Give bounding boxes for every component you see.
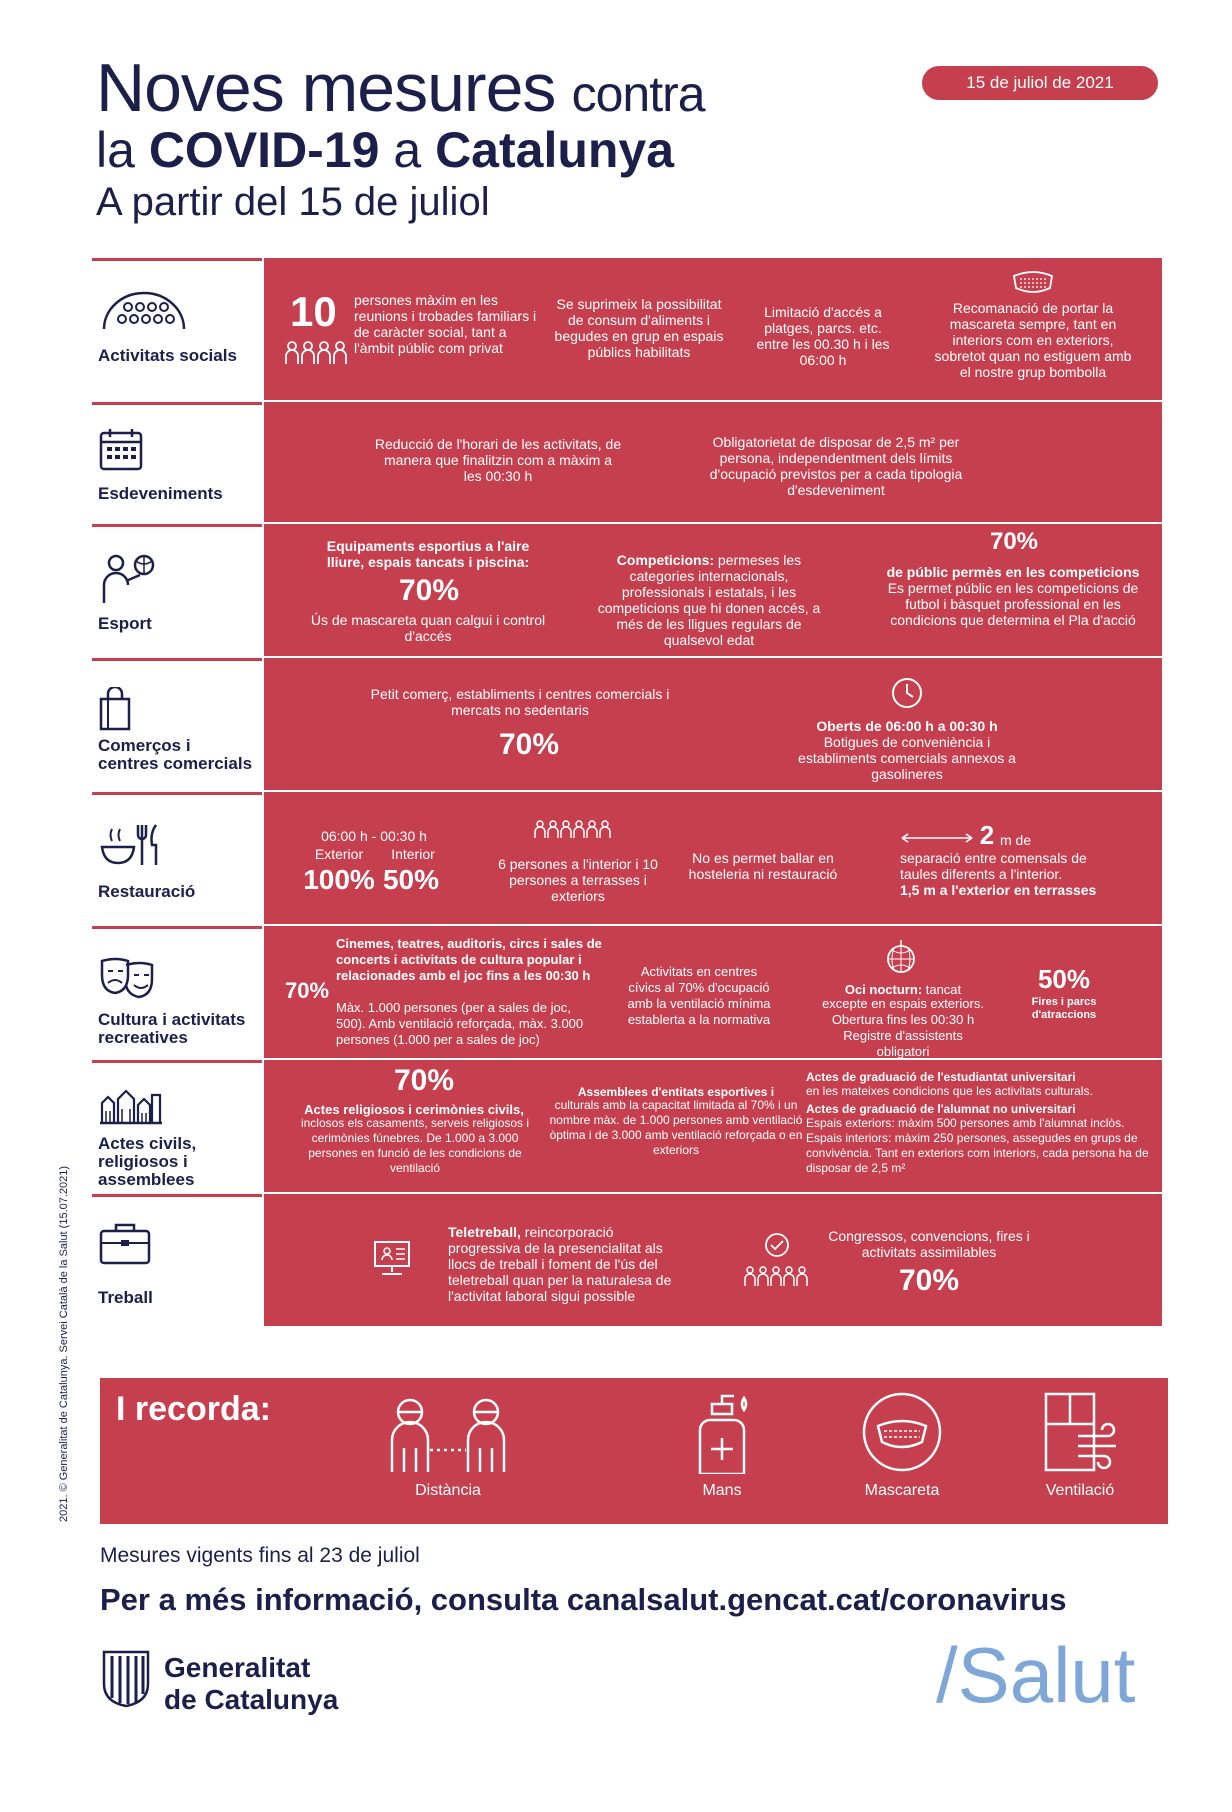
face-mask-icon	[860, 1390, 944, 1474]
panel-commerce: Petit comerç, establiments i centres comercials i mercats no sedentaris 70% Oberts de 06:00 h a 00:30 h Botigues de conveniència i establiments comercials annexos a gasolineres	[264, 658, 1162, 790]
remember-heading: I recorda:	[116, 1390, 271, 1428]
copyright-text: 2021. © Generalitat de Catalunya. Servei Català de la Salut (15.07.2021)	[58, 1165, 70, 1522]
panel-events: Reducció de l'horari de les activitats, de manera que finalitzin com a màxim a les 00:30 h Obligatorietat de disposar de 2,5 m² per persona, independentment dels límits d'ocupació previstos per a cada tipologia d'esdeveniment	[264, 402, 1162, 522]
panel-civil: 70% Actes religiosos i cerimònies civils, inclosos els casaments, serveis religiosos i cerimònies fúnebres. De 1.000 a 3.000 persones en funció de les condicions de ventilació Assemblees d'entitats esportives i culturals amb la capacitat limitada al 70% i un nombre màx. de 1.000 persones amb ventilació òptima i de 3.000 amb ventilació reforçada o en exteriors Actes de graduació de l'estudiantat universitari en les mateixes condicions que les activitats culturals. Actes de graduació de l'alumnat no universitari Espais exteriors: màxim 500 persones amb l'alumnat inclòs. Espais interiors: màxim 250 persones, assegudes en grups de convivència. Tant en exteriors com interiors, cada persona ha de disposar de 2,5 m²	[264, 1060, 1162, 1192]
hand-sanitizer-icon	[692, 1390, 752, 1474]
row-label-commerce: Comerços i centres comercials	[92, 658, 262, 790]
remember-label-distance: Distància	[415, 1482, 481, 1499]
briefcase-icon	[98, 1219, 152, 1267]
page-title-line2: la COVID-19 a Catalunya	[96, 122, 675, 178]
distance-icon	[388, 1390, 508, 1474]
generalitat-logo-icon	[100, 1648, 152, 1708]
shopping-bag-icon	[98, 687, 132, 731]
group-people-icon	[98, 291, 190, 331]
info-link-text: Per a més informació, consulta canalsalut.gencat.cat/coronavirus	[100, 1582, 1067, 1617]
panel-culture: 70% Cinemes, teatres, auditoris, circs i sales de concerts i activitats de cultura popular i relacionades amb el joc fins a les 00:30 h Màx. 1.000 persones (per a sales de joc, 500). Amb ventilació reforçada, màx. 3.000 persones (1.000 per a sales de joc) Activitats en centres cívics al 70% d'ocupació amb la ventilació mínima establerta a la normativa Oci nocturn: tancat excepte en espais exteriors. Obertura fins les 00:30 h Registre d'assistents obligatori 50% Fires i parcs d'atraccions	[264, 926, 1162, 1058]
remember-panel	[100, 1378, 1168, 1524]
window-ventilation-icon	[1038, 1390, 1122, 1474]
calendar-icon	[98, 427, 144, 473]
panel-social: 10 persones màxim en les reunions i trobades familiars i de caràcter social, tant a l'àmbit públic com privat Se suprimeix la possibilitat de consum d'aliments i begudes en grup en espais públics habilitats Limitació d'accés a platges, parcs. etc. entre les 00.30 h i les 06:00 h Recomanació de portar la mascareta sempre, tant en interiors com en exteriors, sobretot quan no estiguem amb el nostre grup bombolla	[264, 258, 1162, 400]
salut-logo: /Salut	[936, 1631, 1136, 1719]
panel-restaurant: 06:00 h - 00:30 h Exterior Interior 100% 50% 6 persones a l'interior i 10 persones a terrasses i exteriors No es permet ballar en hosteleria ni restauració 2 m de separació entre comensals de taules diferents a l'interior. 1,5 m a l'exterior en terrasses	[264, 792, 1162, 924]
teleworking-icon	[372, 1238, 412, 1278]
cup-cutlery-icon	[98, 821, 162, 867]
disco-ball-icon	[884, 940, 918, 974]
remember-label-mask: Mascareta	[864, 1482, 940, 1499]
row-label-culture: Cultura i activitats recreatives	[92, 926, 262, 1058]
page-title: Noves mesures contra	[96, 50, 705, 126]
buildings-icon	[98, 1085, 164, 1125]
row-label-restaurant: Restauració	[92, 792, 262, 924]
date-badge: 15 de juliol de 2021	[922, 66, 1158, 100]
validity-text: Mesures vigents fins al 23 de juliol	[100, 1544, 420, 1567]
remember-label-ventilation: Ventilació	[1045, 1482, 1115, 1499]
row-label-work: Treball	[92, 1194, 262, 1326]
page-subtitle: A partir del 15 de juliol	[96, 180, 490, 224]
people-row-icon	[534, 820, 614, 840]
remember-item-distance	[368, 1390, 528, 1500]
row-label-civil: Actes civils, religiosos i assemblees	[92, 1060, 262, 1192]
panel-work: Teletreball, reincorporació progressiva de la presencialitat als llocs de treball i foment de l'ús del teletreball quan per la naturalesa de l'activitat laboral sigui possible Congressos, convencions, fires i activitats assimilables 70%	[264, 1194, 1162, 1326]
row-label-social: Activitats socials	[92, 258, 262, 400]
people-icon	[284, 340, 348, 366]
remember-item-ventilation	[1010, 1390, 1150, 1500]
athlete-ball-icon	[98, 553, 156, 605]
row-label-sport: Esport	[92, 524, 262, 656]
panel-sport: Equipaments esportius a l'aire lliure, espais tancats i piscina: 70% Ús de mascareta quan calgui i control d'accés Competicions: permeses les categories internacionals, professionals i estatals, i les competicions que hi donen accés, a més de les lligues regulars de qualsevol edat 70% de públic permès en les competicions Es permet públic en les competicions de futbol i bàsquet professional en les condicions que determina el Pla d'acció	[264, 524, 1162, 656]
conference-icon	[744, 1232, 810, 1290]
remember-item-mask	[832, 1390, 972, 1500]
row-label-events: Esdeveniments	[92, 402, 262, 522]
mask-icon	[1010, 270, 1056, 294]
clock-icon	[890, 676, 924, 710]
max-people-number: 10	[290, 288, 337, 335]
remember-item-hands	[652, 1390, 792, 1500]
distance-arrow-icon	[900, 832, 974, 844]
generalitat-name: Generalitat de Catalunya	[164, 1652, 339, 1715]
remember-label-hands: Mans	[702, 1482, 742, 1499]
theatre-masks-icon	[98, 955, 156, 999]
